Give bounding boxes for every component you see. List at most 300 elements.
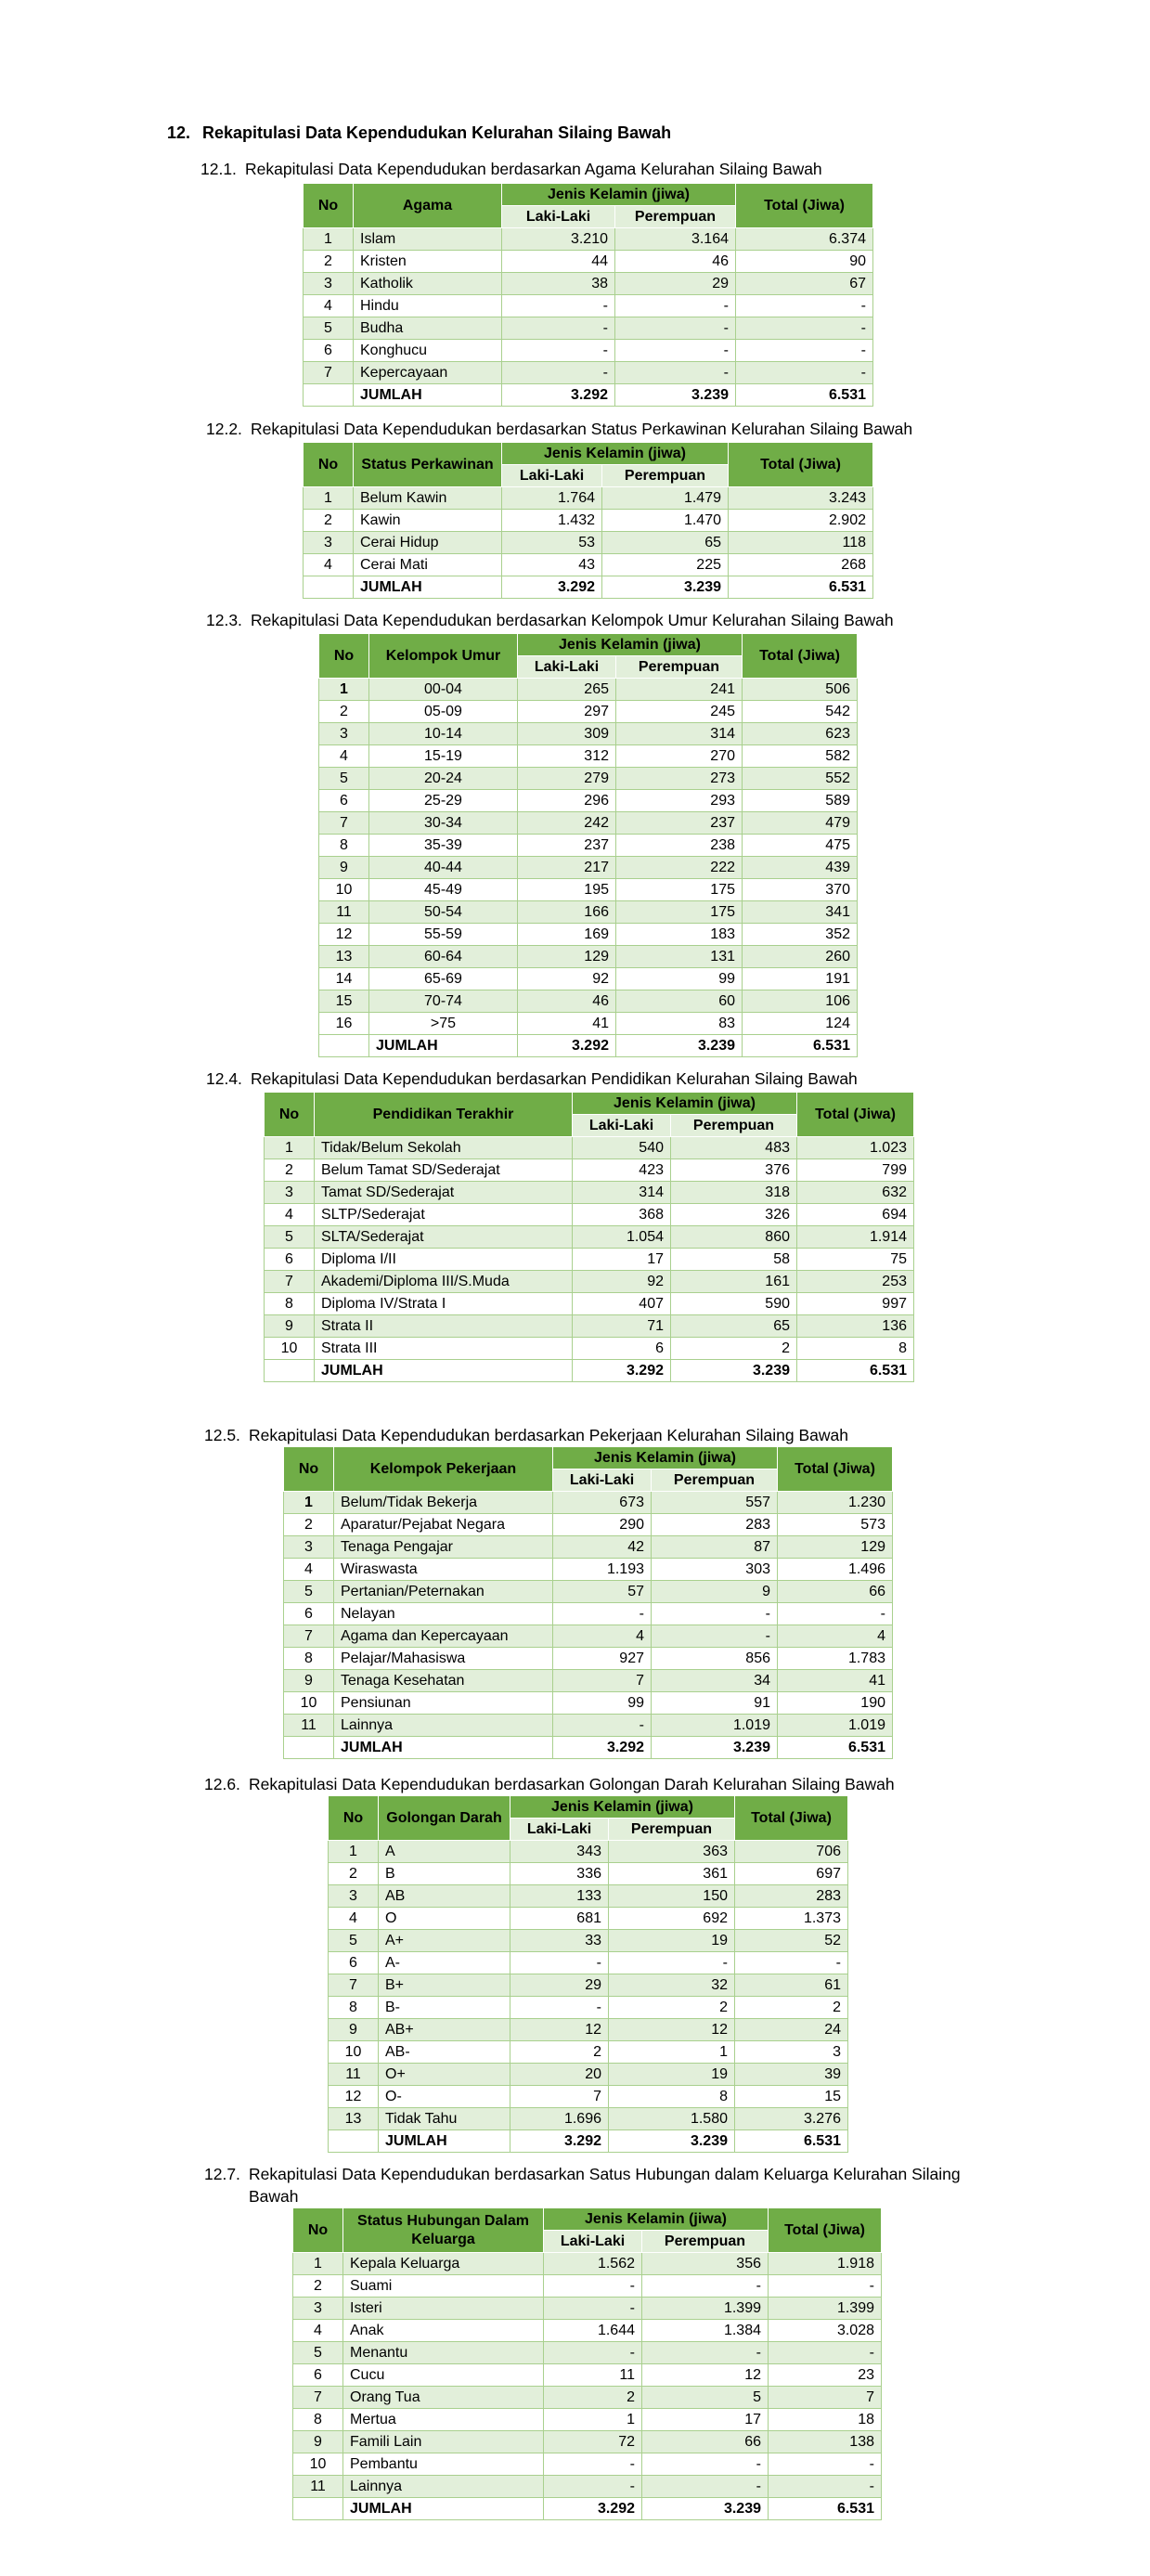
cell-category: 70-74 — [369, 990, 518, 1013]
cell-laki-laki: 133 — [510, 1885, 609, 1908]
section-number: 12.2. — [206, 420, 242, 438]
cell-category: Kepercayaan — [354, 362, 502, 384]
table-row — [319, 790, 858, 812]
column-header-no: No — [304, 184, 354, 228]
table-row — [329, 1974, 848, 1997]
cell-no: 16 — [319, 1013, 369, 1035]
cell-perempuan: 65 — [602, 532, 729, 554]
cell-category: Akademi/Diploma III/S.Muda — [315, 1271, 573, 1293]
table-row — [284, 1692, 893, 1715]
table-row — [329, 2019, 848, 2041]
cell-perempuan: - — [642, 2476, 769, 2498]
table-row — [293, 2453, 882, 2476]
table-row — [293, 2364, 882, 2387]
cell-category: Kawin — [354, 510, 502, 532]
cell-category: 25-29 — [369, 790, 518, 812]
main-heading-text: Rekapitulasi Data Kependudukan Kelurahan Silaing Bawah — [202, 123, 672, 142]
cell-no: 4 — [304, 554, 354, 576]
cell-laki-laki: 17 — [573, 1249, 671, 1271]
cell-no: 11 — [329, 2064, 379, 2086]
cell-perempuan: 32 — [609, 1974, 735, 1997]
table-row — [319, 679, 858, 701]
column-header-perempuan: Perempuan — [609, 1819, 735, 1841]
cell-perempuan: - — [642, 2275, 769, 2298]
section-number: 12.3. — [206, 611, 242, 629]
table-row — [284, 1670, 893, 1692]
column-header-perempuan: Perempuan — [652, 1469, 778, 1492]
cell-perempuan: - — [652, 1625, 778, 1648]
cell-perempuan: 1.580 — [609, 2108, 735, 2130]
cell-no: 1 — [265, 1137, 315, 1159]
cell-total: 1.783 — [778, 1648, 893, 1670]
table-row — [293, 2298, 882, 2320]
cell-no: 11 — [293, 2476, 343, 2498]
cell-category: Strata III — [315, 1338, 573, 1360]
cell-total: - — [769, 2476, 882, 2498]
cell-no: 1 — [284, 1492, 334, 1514]
cell-laki-laki: 129 — [518, 946, 616, 968]
table-row — [329, 1952, 848, 1974]
cell-perempuan: 1.399 — [642, 2298, 769, 2320]
cell-total: 6.531 — [735, 2130, 848, 2153]
cell-category: 65-69 — [369, 968, 518, 990]
cell-total: 41 — [778, 1670, 893, 1692]
cell-category: B — [379, 1863, 510, 1885]
cell-total: 352 — [743, 924, 858, 946]
cell-perempuan: 225 — [602, 554, 729, 576]
cell-no: 7 — [265, 1271, 315, 1293]
table-row — [329, 1997, 848, 2019]
table-row — [293, 2342, 882, 2364]
cell-category: Hindu — [354, 295, 502, 317]
cell-laki-laki: - — [544, 2453, 642, 2476]
table-row — [329, 1930, 848, 1952]
cell-no: 3 — [265, 1182, 315, 1204]
column-header-no: No — [293, 2208, 343, 2253]
cell-total: 1.230 — [778, 1492, 893, 1514]
table-row — [304, 487, 873, 510]
cell-no: 7 — [304, 362, 354, 384]
cell-laki-laki: 3.292 — [518, 1035, 616, 1057]
cell-no: 2 — [265, 1159, 315, 1182]
cell-category: Orang Tua — [343, 2387, 544, 2409]
cell-category: B- — [379, 1997, 510, 2019]
table-status-perkawinan — [303, 442, 873, 599]
table-row — [284, 1603, 893, 1625]
cell-no: 13 — [319, 946, 369, 968]
column-header-total: Total (Jiwa) — [735, 1796, 848, 1841]
cell-laki-laki: 279 — [518, 768, 616, 790]
cell-no: 2 — [329, 1863, 379, 1885]
cell-no: 10 — [265, 1338, 315, 1360]
cell-laki-laki: 41 — [518, 1013, 616, 1035]
cell-category: A+ — [379, 1930, 510, 1952]
cell-laki-laki: 92 — [573, 1271, 671, 1293]
cell-perempuan: 270 — [616, 745, 743, 768]
cell-total: 1.914 — [797, 1226, 914, 1249]
cell-total: - — [769, 2342, 882, 2364]
cell-total: - — [778, 1603, 893, 1625]
cell-perempuan: 91 — [652, 1692, 778, 1715]
cell-laki-laki: 7 — [553, 1670, 652, 1692]
cell-total: 67 — [736, 273, 873, 295]
section-title — [204, 1424, 848, 1446]
section-title-text: Rekapitulasi Data Kependudukan berdasarkan Kelompok Umur Kelurahan Silaing Bawah — [251, 611, 894, 629]
cell-laki-laki: 336 — [510, 1863, 609, 1885]
cell-category: Kristen — [354, 251, 502, 273]
cell-total: 341 — [743, 901, 858, 924]
cell-laki-laki: 38 — [502, 273, 615, 295]
cell-no: 1 — [293, 2253, 343, 2275]
cell-perempuan: 273 — [616, 768, 743, 790]
cell-laki-laki: 6 — [573, 1338, 671, 1360]
cell-perempuan: 9 — [652, 1581, 778, 1603]
table-row — [293, 2409, 882, 2431]
cell-perempuan: 3.239 — [671, 1360, 797, 1382]
cell-laki-laki: - — [553, 1715, 652, 1737]
cell-perempuan: 161 — [671, 1271, 797, 1293]
cell-category: >75 — [369, 1013, 518, 1035]
cell-laki-laki: 169 — [518, 924, 616, 946]
cell-no: 3 — [293, 2298, 343, 2320]
cell-perempuan: 237 — [616, 812, 743, 835]
cell-no: 8 — [284, 1648, 334, 1670]
cell-perempuan: 376 — [671, 1159, 797, 1182]
cell-category: Suami — [343, 2275, 544, 2298]
cell-perempuan: 46 — [615, 251, 736, 273]
table-row — [284, 1648, 893, 1670]
cell-category: Islam — [354, 228, 502, 251]
column-header-laki-laki: Laki-Laki — [502, 465, 602, 487]
table-row — [304, 273, 873, 295]
section-number: 12.5. — [204, 1426, 240, 1444]
table-row — [319, 768, 858, 790]
cell-category: O — [379, 1908, 510, 1930]
cell-total: 694 — [797, 1204, 914, 1226]
cell-laki-laki: 44 — [502, 251, 615, 273]
table-row — [319, 701, 858, 723]
cell-no: 2 — [319, 701, 369, 723]
cell-perempuan: 293 — [616, 790, 743, 812]
cell-category: B+ — [379, 1974, 510, 1997]
cell-total: 106 — [743, 990, 858, 1013]
cell-laki-laki: 57 — [553, 1581, 652, 1603]
table-header-row — [304, 443, 873, 465]
cell-category: Tidak Tahu — [379, 2108, 510, 2130]
cell-laki-laki: 296 — [518, 790, 616, 812]
table-total-row — [319, 1035, 858, 1057]
cell-total: - — [736, 362, 873, 384]
cell-category: Belum/Tidak Bekerja — [334, 1492, 553, 1514]
cell-total: 479 — [743, 812, 858, 835]
column-header-perempuan: Perempuan — [602, 465, 729, 487]
cell-perempuan: 3.239 — [615, 384, 736, 407]
column-header-laki-laki: Laki-Laki — [573, 1115, 671, 1137]
cell-total: 75 — [797, 1249, 914, 1271]
cell-no: 5 — [329, 1930, 379, 1952]
cell-laki-laki: 3.292 — [544, 2498, 642, 2520]
column-header-no: No — [319, 634, 369, 679]
cell-perempuan: 1 — [609, 2041, 735, 2064]
cell-perempuan: 318 — [671, 1182, 797, 1204]
cell-laki-laki: 46 — [518, 990, 616, 1013]
cell-perempuan: 238 — [616, 835, 743, 857]
cell-laki-laki: 1 — [544, 2409, 642, 2431]
cell-laki-laki: 166 — [518, 901, 616, 924]
column-header-perempuan: Perempuan — [642, 2231, 769, 2253]
section-title — [206, 1068, 858, 1090]
cell-laki-laki: 3.292 — [502, 384, 615, 407]
cell-category: AB — [379, 1885, 510, 1908]
table-row — [319, 968, 858, 990]
cell-category: Cucu — [343, 2364, 544, 2387]
cell-laki-laki: 71 — [573, 1315, 671, 1338]
cell-no: 3 — [284, 1536, 334, 1559]
cell-perempuan: 60 — [616, 990, 743, 1013]
section-title-text: Rekapitulasi Data Kependudukan berdasarkan Pekerjaan Kelurahan Silaing Bawah — [249, 1426, 848, 1444]
cell-perempuan: 1.019 — [652, 1715, 778, 1737]
cell-total: 1.918 — [769, 2253, 882, 2275]
cell-perempuan: 131 — [616, 946, 743, 968]
column-header-no: No — [284, 1447, 334, 1492]
table-row — [319, 857, 858, 879]
cell-laki-laki: 1.054 — [573, 1226, 671, 1249]
column-header-total: Total (Jiwa) — [736, 184, 873, 228]
cell-laki-laki: 3.210 — [502, 228, 615, 251]
cell-perempuan: 241 — [616, 679, 743, 701]
cell-total: 3.243 — [729, 487, 873, 510]
cell-category: Belum Kawin — [354, 487, 502, 510]
cell-perempuan: - — [609, 1952, 735, 1974]
cell-total: 697 — [735, 1863, 848, 1885]
cell-category: Pelajar/Mahasiswa — [334, 1648, 553, 1670]
cell-laki-laki: 3.292 — [502, 576, 602, 599]
cell-no: 8 — [293, 2409, 343, 2431]
cell-no: 5 — [319, 768, 369, 790]
cell-no: 1 — [329, 1841, 379, 1863]
section-title-text: Rekapitulasi Data Kependudukan berdasarkan Golongan Darah Kelurahan Silaing Bawah — [249, 1775, 895, 1793]
cell-category: Agama dan Kepercayaan — [334, 1625, 553, 1648]
column-header-category: Pendidikan Terakhir — [315, 1093, 573, 1137]
cell-laki-laki: 309 — [518, 723, 616, 745]
cell-laki-laki: 1.432 — [502, 510, 602, 532]
cell-perempuan: 99 — [616, 968, 743, 990]
table-row — [293, 2320, 882, 2342]
table-row — [329, 1863, 848, 1885]
cell-total: 1.019 — [778, 1715, 893, 1737]
column-header-jenis-kelamin: Jenis Kelamin (jiwa) — [518, 634, 743, 656]
cell-no: 9 — [319, 857, 369, 879]
section-number: 12.6. — [204, 1775, 240, 1793]
cell-laki-laki: 4 — [553, 1625, 652, 1648]
section-title-text: Rekapitulasi Data Kependudukan berdasarkan Status Perkawinan Kelurahan Silaing Bawah — [251, 420, 913, 438]
cell-category: 10-14 — [369, 723, 518, 745]
section-number: 12.1. — [200, 160, 237, 178]
total-label: JUMLAH — [354, 576, 502, 599]
cell-category: Tamat SD/Sederajat — [315, 1182, 573, 1204]
column-header-jenis-kelamin: Jenis Kelamin (jiwa) — [573, 1093, 797, 1115]
table-row — [329, 1885, 848, 1908]
cell-category: Diploma I/II — [315, 1249, 573, 1271]
table-row — [265, 1249, 914, 1271]
table-row — [265, 1338, 914, 1360]
cell-perempuan: - — [652, 1603, 778, 1625]
column-header-total: Total (Jiwa) — [778, 1447, 893, 1492]
cell-total: 6.531 — [778, 1737, 893, 1759]
column-header-no: No — [304, 443, 354, 487]
table-header-row — [265, 1093, 914, 1115]
cell-perempuan: 557 — [652, 1492, 778, 1514]
cell-category: SLTP/Sederajat — [315, 1204, 573, 1226]
table-row — [265, 1159, 914, 1182]
cell-total: - — [736, 317, 873, 340]
cell-laki-laki: 195 — [518, 879, 616, 901]
column-header-category: Golongan Darah — [379, 1796, 510, 1841]
cell-laki-laki: 681 — [510, 1908, 609, 1930]
cell-perempuan: 3.164 — [615, 228, 736, 251]
cell-total: 3.028 — [769, 2320, 882, 2342]
cell-total: 18 — [769, 2409, 882, 2431]
cell-laki-laki: 343 — [510, 1841, 609, 1863]
cell-category: 20-24 — [369, 768, 518, 790]
cell-no: 9 — [329, 2019, 379, 2041]
table-row — [319, 812, 858, 835]
cell-total: 6.531 — [769, 2498, 882, 2520]
table-total-row — [284, 1737, 893, 1759]
cell-total: 589 — [743, 790, 858, 812]
table-row — [329, 2086, 848, 2108]
cell-perempuan: - — [615, 362, 736, 384]
cell-total: 1.399 — [769, 2298, 882, 2320]
cell-no: 3 — [304, 273, 354, 295]
cell-category: Konghucu — [354, 340, 502, 362]
cell-total: - — [735, 1952, 848, 1974]
cell-laki-laki: - — [502, 317, 615, 340]
cell-total: 370 — [743, 879, 858, 901]
cell-laki-laki: 237 — [518, 835, 616, 857]
table-row — [265, 1137, 914, 1159]
cell-laki-laki: 540 — [573, 1137, 671, 1159]
section-title-text: Rekapitulasi Data Kependudukan berdasarkan Agama Kelurahan Silaing Bawah — [245, 160, 822, 178]
table-row — [319, 924, 858, 946]
cell-category: Tidak/Belum Sekolah — [315, 1137, 573, 1159]
cell-category: 55-59 — [369, 924, 518, 946]
column-header-total: Total (Jiwa) — [797, 1093, 914, 1137]
table-row — [284, 1581, 893, 1603]
table-row — [304, 362, 873, 384]
cell-total: 632 — [797, 1182, 914, 1204]
table-header-row — [329, 1796, 848, 1819]
cell-perempuan: 12 — [642, 2364, 769, 2387]
total-label: JUMLAH — [334, 1737, 553, 1759]
cell-laki-laki: 312 — [518, 745, 616, 768]
cell-total: 15 — [735, 2086, 848, 2108]
table-header-row — [304, 184, 873, 206]
cell-total: 3 — [735, 2041, 848, 2064]
cell-category: 50-54 — [369, 901, 518, 924]
table-row — [284, 1559, 893, 1581]
cell-perempuan: 483 — [671, 1137, 797, 1159]
cell-category: O+ — [379, 2064, 510, 2086]
cell-laki-laki: 423 — [573, 1159, 671, 1182]
cell-total: - — [769, 2453, 882, 2476]
cell-laki-laki: 242 — [518, 812, 616, 835]
cell-perempuan: 8 — [609, 2086, 735, 2108]
cell-category: Famili Lain — [343, 2431, 544, 2453]
column-header-total: Total (Jiwa) — [743, 634, 858, 679]
cell-category: Kepala Keluarga — [343, 2253, 544, 2275]
table-row — [304, 510, 873, 532]
cell-perempuan: 314 — [616, 723, 743, 745]
cell-no: 4 — [329, 1908, 379, 1930]
table-row — [329, 2041, 848, 2064]
cell-total: 52 — [735, 1930, 848, 1952]
table-row — [304, 251, 873, 273]
cell-perempuan: 58 — [671, 1249, 797, 1271]
cell-no: 7 — [293, 2387, 343, 2409]
table-total-row — [304, 384, 873, 407]
cell-laki-laki: 12 — [510, 2019, 609, 2041]
cell-category: Aparatur/Pejabat Negara — [334, 1514, 553, 1536]
cell-laki-laki: 297 — [518, 701, 616, 723]
cell-category: Pembantu — [343, 2453, 544, 2476]
cell-laki-laki: 407 — [573, 1293, 671, 1315]
cell-total: 1.496 — [778, 1559, 893, 1581]
cell-no: 4 — [319, 745, 369, 768]
cell-category: Diploma IV/Strata I — [315, 1293, 573, 1315]
table-row — [293, 2431, 882, 2453]
section-title-text: Rekapitulasi Data Kependudukan berdasarkan Pendidikan Kelurahan Silaing Bawah — [251, 1069, 858, 1088]
cell-category: 30-34 — [369, 812, 518, 835]
cell-total: 268 — [729, 554, 873, 576]
cell-total: 39 — [735, 2064, 848, 2086]
column-header-laki-laki: Laki-Laki — [544, 2231, 642, 2253]
cell-laki-laki: 72 — [544, 2431, 642, 2453]
table-header-row — [319, 634, 858, 656]
cell-laki-laki: 290 — [553, 1514, 652, 1536]
table-row — [265, 1271, 914, 1293]
cell-total: 24 — [735, 2019, 848, 2041]
cell-laki-laki: 2 — [544, 2387, 642, 2409]
cell-no: 7 — [329, 1974, 379, 1997]
cell-total: 542 — [743, 701, 858, 723]
table-row — [284, 1492, 893, 1514]
column-header-category: Agama — [354, 184, 502, 228]
cell-laki-laki: 217 — [518, 857, 616, 879]
cell-category: 00-04 — [369, 679, 518, 701]
column-header-total: Total (Jiwa) — [729, 443, 873, 487]
cell-no: 7 — [319, 812, 369, 835]
cell-category: Anak — [343, 2320, 544, 2342]
cell-category: Menantu — [343, 2342, 544, 2364]
section-number: 12.7. — [204, 2165, 240, 2183]
cell-category: Pertanian/Peternakan — [334, 1581, 553, 1603]
cell-perempuan: 3.239 — [642, 2498, 769, 2520]
cell-no — [304, 576, 354, 599]
cell-total: 573 — [778, 1514, 893, 1536]
cell-perempuan: 2 — [671, 1338, 797, 1360]
cell-category: Tenaga Kesehatan — [334, 1670, 553, 1692]
cell-laki-laki: 3.292 — [510, 2130, 609, 2153]
table-row — [293, 2253, 882, 2275]
table-row — [304, 228, 873, 251]
cell-laki-laki: - — [502, 362, 615, 384]
column-header-laki-laki: Laki-Laki — [502, 206, 615, 228]
cell-perempuan: 590 — [671, 1293, 797, 1315]
cell-category: 45-49 — [369, 879, 518, 901]
total-label: JUMLAH — [379, 2130, 510, 2153]
cell-total: 623 — [743, 723, 858, 745]
